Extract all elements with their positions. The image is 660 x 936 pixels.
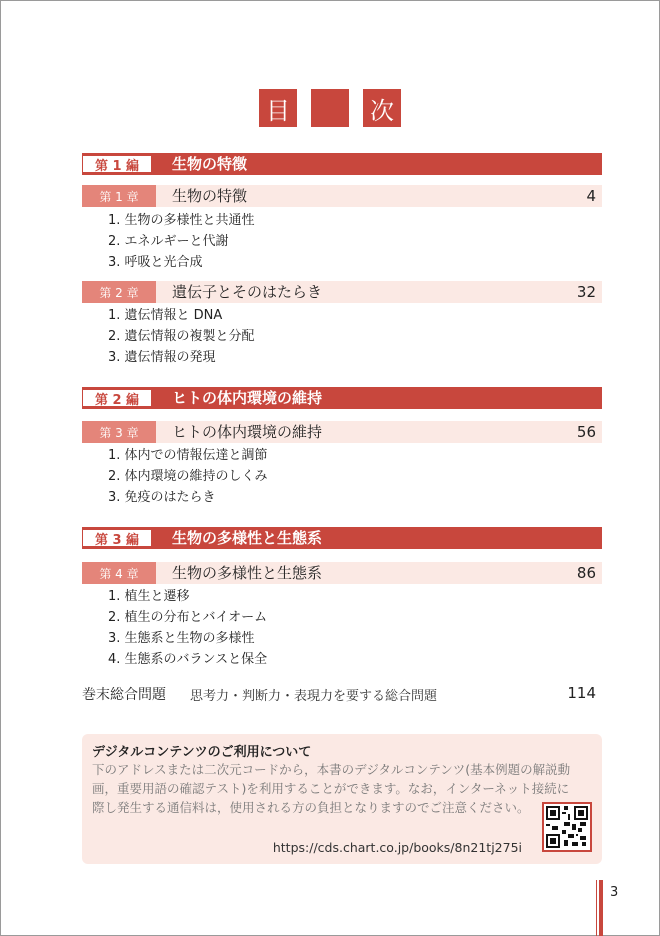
digital-content-body <box>92 760 590 817</box>
chapter-2-item-3[interactable]: 3. 遺伝情報の発現 <box>108 350 216 365</box>
digital-content-url[interactable]: https://cds.chart.co.jp/books/8n21tj275i <box>272 840 522 855</box>
digital-content-line: 際し発生する通信料は，使用される方の負担となりますのでご注意ください。 <box>92 800 530 815</box>
chapter-4-item-1[interactable]: 1. 植生と遷移 <box>108 589 190 604</box>
digital-content-box <box>82 734 602 864</box>
chapter-2-label: 第 2 章 <box>82 281 156 303</box>
chapter-1-header[interactable] <box>82 185 602 207</box>
final-problems-title: 巻末総合問題 <box>82 687 166 703</box>
chapter-3-title: ヒトの体内環境の維持 <box>172 423 323 441</box>
chapter-4-item-2[interactable]: 2. 植生の分布とバイオーム <box>108 610 268 625</box>
title-char-3: 次 <box>363 89 401 127</box>
part-1-header[interactable] <box>82 153 602 175</box>
chapter-3-item-2[interactable]: 2. 体内環境の維持のしくみ <box>108 469 268 484</box>
chapter-3-header[interactable] <box>82 421 602 443</box>
chapter-1-item-3[interactable]: 3. 呼吸と光合成 <box>108 255 203 270</box>
part-1-label: 第 1 編 <box>82 155 152 173</box>
chapter-4-item-4[interactable]: 4. 生態系のバランスと保全 <box>108 652 268 667</box>
toc-title <box>0 89 660 127</box>
part-2-title: ヒトの体内環境の維持 <box>172 389 323 407</box>
chapter-3-item-3[interactable]: 3. 免疫のはたらき <box>108 490 216 505</box>
title-char-1: 目 <box>259 89 297 127</box>
chapter-1-label: 第 1 章 <box>82 185 156 207</box>
digital-content-line: 画，重要用語の確認テスト)を利用することができます。なお，インターネット接続に <box>92 781 570 796</box>
final-problems-row[interactable] <box>82 684 602 704</box>
qr-code-icon[interactable] <box>542 802 592 852</box>
chapter-2-page: 32 <box>576 283 596 301</box>
final-problems-subtitle: 思考力・判断力・表現力を要する総合問題 <box>190 689 438 704</box>
chapter-3-item-1[interactable]: 1. 体内での情報伝達と調節 <box>108 448 268 463</box>
digital-content-title: デジタルコンテンツのご利用について <box>92 745 312 760</box>
chapter-1-title: 生物の特徴 <box>172 187 248 205</box>
page-number: 3 <box>610 885 619 900</box>
page-edge-line <box>596 880 597 936</box>
chapter-4-page: 86 <box>576 564 596 582</box>
chapter-2-item-2[interactable]: 2. 遺伝情報の複製と分配 <box>108 329 255 344</box>
chapter-2-header[interactable] <box>82 281 602 303</box>
chapter-3-page: 56 <box>576 423 596 441</box>
chapter-3-label: 第 3 章 <box>82 421 156 443</box>
chapter-1-page: 4 <box>586 187 596 205</box>
final-problems-page: 114 <box>567 684 596 702</box>
chapter-2-item-1[interactable]: 1. 遺伝情報と DNA <box>108 308 223 323</box>
page-edge-bar <box>599 880 603 936</box>
chapter-4-header[interactable] <box>82 562 602 584</box>
part-2-label: 第 2 編 <box>82 389 152 407</box>
chapter-4-label: 第 4 章 <box>82 562 156 584</box>
digital-content-line: 下のアドレスまたは二次元コードから，本書のデジタルコンテンツ(基本例題の解説動 <box>92 762 571 777</box>
chapter-4-item-3[interactable]: 3. 生態系と生物の多様性 <box>108 631 255 646</box>
part-3-title: 生物の多様性と生態系 <box>172 529 323 547</box>
chapter-4-title: 生物の多様性と生態系 <box>172 564 323 582</box>
chapter-1-item-1[interactable]: 1. 生物の多様性と共通性 <box>108 213 255 228</box>
part-2-header[interactable] <box>82 387 602 409</box>
chapter-1-item-2[interactable]: 2. エネルギーと代謝 <box>108 234 229 249</box>
part-1-title: 生物の特徴 <box>172 155 248 173</box>
title-char-2 <box>311 89 349 127</box>
chapter-2-title: 遺伝子とそのはたらき <box>172 283 323 301</box>
part-3-header[interactable] <box>82 527 602 549</box>
part-3-label: 第 3 編 <box>82 529 152 547</box>
